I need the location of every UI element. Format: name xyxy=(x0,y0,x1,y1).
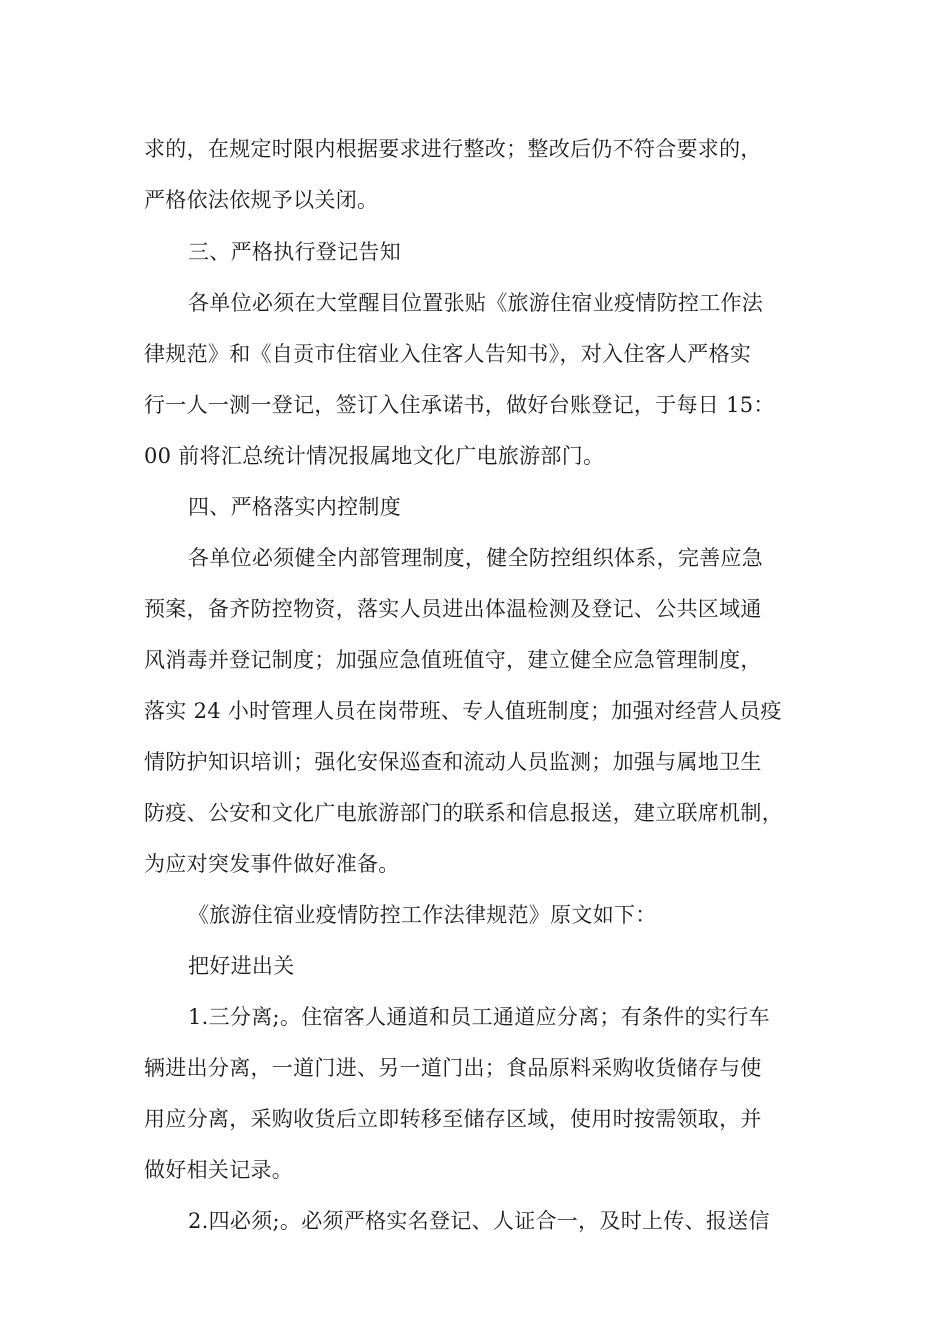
text-line: 用应分离，采购收货后立即转移至储存区域，使用时按需领取，并 xyxy=(144,1107,762,1131)
text-line: 预案，备齐防控物资，落实人员进出体温检测及登记、公共区域通 xyxy=(144,597,762,621)
text-line: 辆进出分离，一道门进、另一道门出；食品原料采购收货储存与使 xyxy=(144,1056,762,1080)
text-line: 为应对突发事件做好准备。 xyxy=(144,852,400,876)
text-line: 落实 24 小时管理人员在岗带班、专人值班制度；加强对经营人员疫 xyxy=(144,699,782,723)
text-line: 各单位必须在大堂醒目位置张贴《旅游住宿业疫情防控工作法 xyxy=(188,291,764,315)
text-line: 各单位必须健全内部管理制度，健全防控组织体系，完善应急 xyxy=(188,546,764,570)
section-heading: 三、严格执行登记告知 xyxy=(188,240,401,264)
list-item: 1.三分离;。住宿客人通道和员工通道应分离；有条件的实行车 xyxy=(188,1005,770,1029)
section-heading: 四、严格落实内控制度 xyxy=(188,495,401,519)
text-line: 严格依法依规予以关闭。 xyxy=(144,188,379,212)
list-item: 2.四必须;。必须严格实名登记、人证合一，及时上传、报送信 xyxy=(188,1209,770,1233)
text-line: 00 前将汇总统计情况报属地文化广电旅游部门。 xyxy=(144,444,605,468)
text-line: 风消毒并登记制度；加强应急值班值守，建立健全应急管理制度， xyxy=(144,648,762,672)
text-line: 防疫、公安和文化广电旅游部门的联系和信息报送，建立联席机制， xyxy=(144,801,783,825)
text-line: 求的，在规定时限内根据要求进行整改；整改后仍不符合要求的， xyxy=(144,137,762,161)
text-line: 做好相关记录。 xyxy=(144,1158,294,1182)
text-line: 律规范》和《自贡市住宿业入住客人告知书》，对入住客人严格实 xyxy=(144,342,752,366)
text-line: 《旅游住宿业疫情防控工作法律规范》原文如下： xyxy=(188,903,657,927)
text-line: 情防护知识培训；强化安保巡查和流动人员监测；加强与属地卫生 xyxy=(144,750,762,774)
section-heading: 把好进出关 xyxy=(188,954,295,978)
text-line: 行一人一测一登记，签订入住承诺书，做好台账登记，于每日 15： xyxy=(144,393,775,417)
